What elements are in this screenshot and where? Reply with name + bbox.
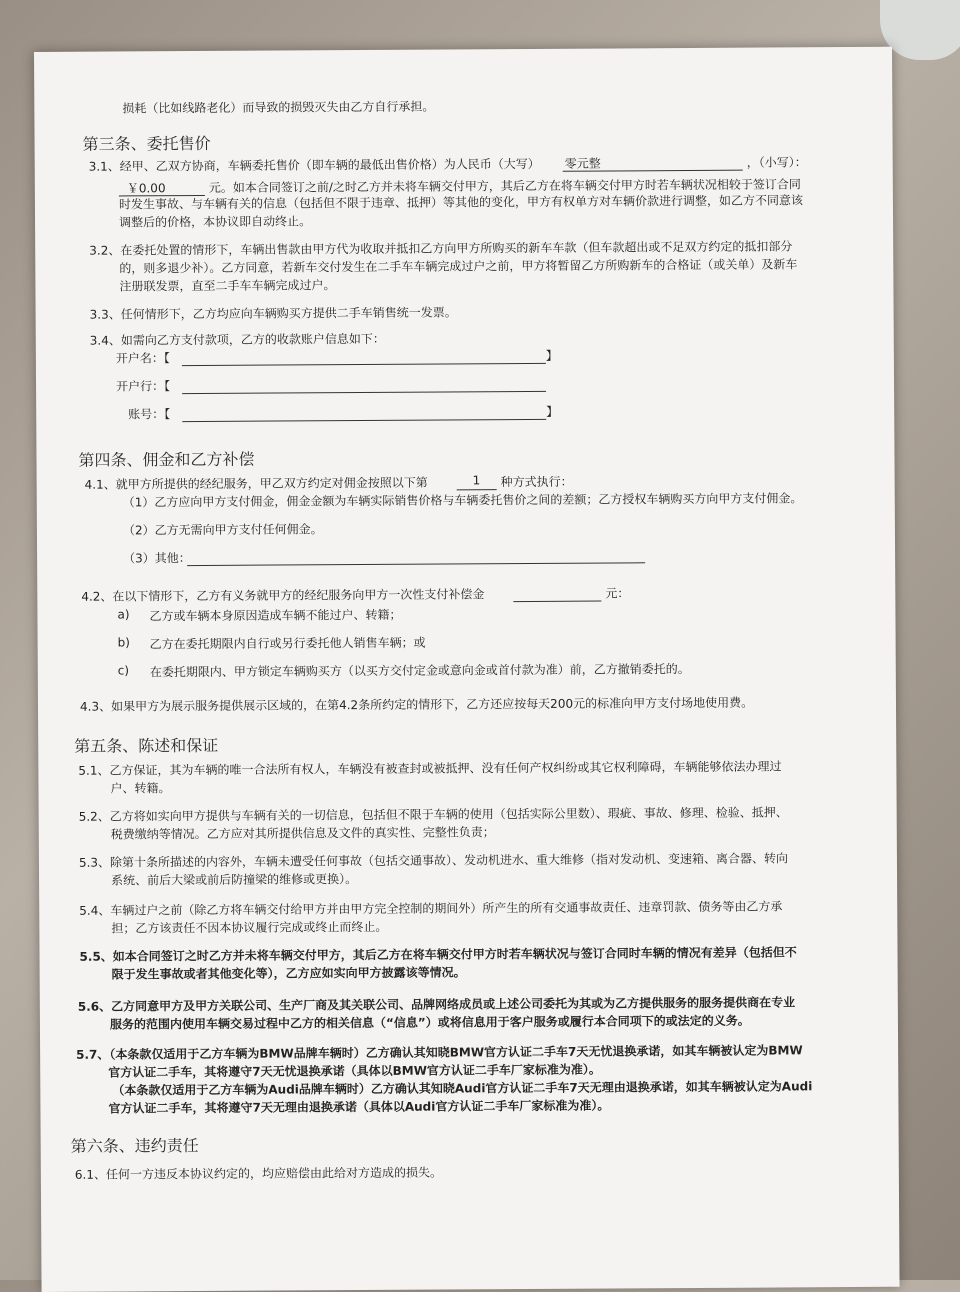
option-1: （1）乙方应向甲方支付佣金，佣金金额为车辆实际销售价格与车辆委托售价之间的差额；乙方授权车辆购买方向甲方支付佣金。 (122, 491, 803, 510)
account-name-line (182, 363, 546, 366)
section-5-title: 第五条、陈述和保证 (74, 735, 219, 756)
item-c: 在委托期限内、甲方锁定车辆购买方（以买方交付定金或意向金或首付款为准）前，乙方撤销委托的。 (149, 662, 690, 680)
clause-5-6: 5.6、乙方同意甲方及甲方关联公司、生产厂商及其关联公司、品牌网络成员或上述公司委托为其或为乙方提供服务的服务提供商在专业 (77, 995, 796, 1014)
clause-5-7-d: 官方认证二手车，其将遵守7天无理由退换承诺（具体以Audi官方认证二手车厂家标准为准）。 (108, 1098, 610, 1116)
clause-5-7-b: 官方认证二手车，其将遵守7天无忧退换承诺（具体以BMW官方认证二手车厂家标准为准）。 (108, 1062, 601, 1080)
contract-page (34, 47, 900, 1292)
price-lower: ￥0.00 (126, 181, 166, 196)
account-name-label: 开户名：【 (115, 351, 170, 366)
clause-4-2: 4.2、在以下情形下，乙方有义务就甲方的经纪服务向甲方一次性支付补偿金 (81, 587, 485, 604)
clause-4-1-b: 种方式执行： (500, 474, 573, 490)
account-number-line (182, 419, 546, 422)
clause-3-1-e: 调整后的价格，本协议即自动终止。 (119, 214, 312, 230)
clause-5-1: 5.1、乙方保证，其为车辆的唯一合法所有权人，车辆没有被查封或被抵押、没有任何产权纠纷或其它权利障碍，车辆能够依法办理过 (78, 759, 782, 778)
account-number-label: 账号：【 (128, 407, 171, 422)
option-2: （2）乙方无需向甲方支付任何佣金。 (122, 522, 323, 538)
item-b-label: b) (117, 635, 130, 650)
clause-5-1-b: 户、转籍。 (110, 781, 171, 796)
account-bank-label: 开户行：【 (116, 379, 171, 394)
clause-5-4: 5.4、车辆过户之前（除乙方将车辆交付给甲方并由甲方完全控制的期间外）所产生的所有交通事故责任、违章罚款、债务等由乙方承 (79, 899, 783, 918)
compensation-line (513, 601, 601, 603)
commission-choice: 1 (472, 473, 481, 488)
clause-3-2-c: 注册联发票，直至二手车车辆完成过户。 (119, 278, 336, 294)
price-upper-line (563, 170, 743, 172)
section-4-title: 第四条、佣金和乙方补偿 (78, 449, 255, 470)
clause-6-1: 6.1、任何一方违反本协议约定的，均应赔偿由此给对方造成的损失。 (74, 1165, 442, 1182)
clause-3-1-c: 元。如本合同签订之前/之时乙方并未将车辆交付甲方，其后乙方在将车辆交付甲方时若车辆状况相较于签订合同 (208, 177, 801, 195)
clause-4-2-b: 元： (605, 586, 630, 601)
clause-3-2: 3.2、在委托处置的情形下，车辆出售款由甲方代为收取并抵扣乙方向甲方所购买的新车车款（但车款超出或不足双方约定的抵扣部分 (89, 239, 793, 258)
item-c-label: c) (117, 663, 130, 678)
clause-5-5-b: 限于发生事故或者其他变化等），乙方应如实向甲方披露该等情况。 (111, 965, 466, 982)
option-3-line (187, 562, 645, 566)
clause-5-5: 5.5、如本合同签订之时乙方并未将车辆交付甲方，其后乙方在将车辆交付甲方时若车辆状况与签订合同时车辆的情况有差异（包括但不 (79, 945, 797, 964)
clause-3-1: 3.1、经甲、乙双方协商，车辆委托售价（即车辆的最低出售价格）为人民币（大写） (88, 156, 540, 174)
clause-4-3: 4.3、如果甲方为展示服务提供展示区域的，在第4.2条所约定的情形下，乙方还应按每天200元的标准向甲方支付场地使用费。 (79, 695, 754, 714)
account-bank-line (182, 391, 546, 394)
clause-3-2-b: 的，则多退少补）。乙方同意，若新车交付发生在二手车车辆完成过户之前，甲方将暂留乙方所购新车的合格证（或关单）及新车 (119, 257, 798, 276)
clause-3-4: 3.4、如需向乙方支付款项，乙方的收款账户信息如下： (89, 331, 385, 348)
clause-4-1: 4.1、就甲方所提供的经纪服务，甲乙双方约定对佣金按照以下第 (84, 475, 428, 492)
item-a-label: a) (117, 607, 130, 622)
option-3: （3）其他： (123, 551, 191, 566)
clause-5-4-b: 担；乙方该责任不因本协议履行完成或终止而终止。 (111, 919, 388, 936)
clause-5-3: 5.3、除第十条所描述的内容外，车辆未遭受任何事故（包括交通事故）、发动机进水、重大维修（指对发动机、变速箱、离合器、转向 (78, 851, 789, 870)
account-number-close: 】 (546, 404, 559, 419)
account-name-close: 】 (545, 348, 558, 363)
clause-5-6-b: 服务的范围内使用车辆交易过程中乙方的相关信息（“信息”）或将信息用于客户服务或履行本合同项下的或法定的义务。 (109, 1013, 750, 1032)
clause-5-2-b: 税费缴纳等情况。乙方应对其所提供信息及文件的真实性、完整性负责； (110, 825, 495, 842)
item-b: 乙方在委托期限内自行或另行委托他人销售车辆；或 (149, 635, 426, 652)
clause-5-7-c: （本条款仅适用于乙方车辆为Audi品牌车辆时）乙方确认其知晓Audi官方认证二手车7天无理由退换承诺，如其车辆被认定为Audi (112, 1079, 813, 1098)
clause-3-1-b: ，（小写）： (746, 155, 807, 170)
clause-5-3-b: 系统、前后大梁或前后防撞梁的维修或更换）。 (111, 872, 358, 888)
clause-3-1-d: 时发生事故、与车辆有关的信息（包括但不限于违章、抵押）等其他的变化，甲方有权单方对车辆价款进行调整，如乙方不同意该 (118, 193, 803, 212)
section-6-title: 第六条、违约责任 (70, 1136, 199, 1156)
clause-5-2: 5.2、乙方将如实向甲方提供与车辆有关的一切信息，包括但不限于车辆的使用（包括实际公里数）、瑕疵、事故、修理、检验、抵押、 (78, 805, 788, 824)
section-3-title: 第三条、委托售价 (82, 133, 211, 154)
item-a: 乙方或车辆本身原因造成车辆不能过户、转籍； (149, 607, 402, 624)
price-upper: 零元整 (564, 156, 601, 171)
intro-text: 损耗（比如线路老化）而导致的损毁灭失由乙方自行承担。 (122, 99, 435, 116)
clause-3-3: 3.3、任何情形下，乙方均应向车辆购买方提供二手车销售统一发票。 (89, 305, 457, 322)
clause-5-7: 5.7、（本条款仅适用于乙方车辆为BMW品牌车辆时）乙方确认其知晓BMW官方认证二手车7天无忧退换承诺，如其车辆被认定为BMW (76, 1043, 803, 1062)
